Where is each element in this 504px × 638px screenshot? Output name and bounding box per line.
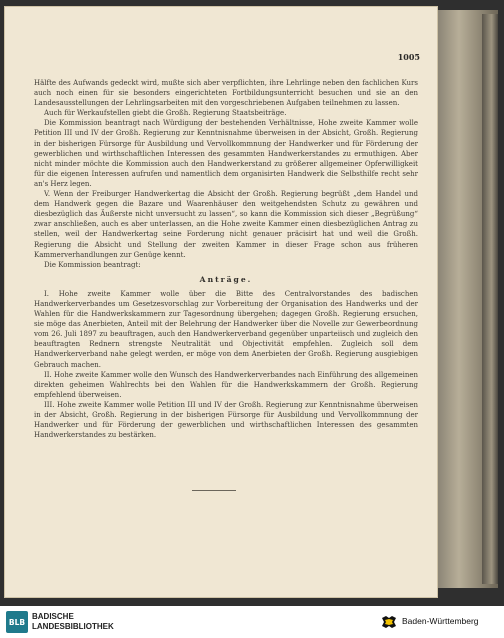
page-number: 1005 <box>397 52 420 62</box>
library-name-line2: LANDESBIBLIOTHEK <box>32 622 114 631</box>
section-heading: Anträge. <box>199 274 253 284</box>
page-body <box>34 78 418 440</box>
end-rule <box>192 490 236 491</box>
motion: I. Hohe zweite Kammer wolle über die Bitte des Centralvorstandes des badischen Handwerkerverbandes um Gesetzesvorschlag zur Vorbereitung der Organisation des Handwerks und der Wahlen für die Handwerkskammern zur Tagesordnung übergehen; dagegen Großh. Regierung ersuchen, sie möge das Anerbieten, Anteil mit der Belehrung der Handwerker über die Novelle zur Gewerbeordnung vom 26. Juli 1897 zu beauftragen, auch den Handwerkerverband gegenüber unparteiisch und zugleich den beauftragten Rednern strengste Neutralität und Objectivität empfehlen. Zugleich soll dem Handwerkerverband nahe gelegt werden, er möge von dem Anerbieten der Großh. Regierung ausgiebigen Gebrauch machen. <box>34 289 418 369</box>
partner-name[interactable]: Baden-Württemberg <box>402 616 479 626</box>
motion: III. Hohe zweite Kammer wolle Petition III und IV der Großh. Regierung zur Kenntnisnahme überweisen in der Absicht, Großh. Regierung in der bisherigen Fürsorge für Ausbildung und Vervollkommnung der Handwerker und für Förderung der gewerblichen und wirthschaftlichen Interessen des gesammten Handwerkerstandes zu bestärken. <box>34 400 418 440</box>
paragraph: Die Kommission beantragt: <box>44 260 141 269</box>
blb-logo-icon[interactable]: BLB <box>6 611 28 633</box>
paragraph: Die Kommission beantragt nach Würdigung der bestehenden Verhältnisse, Hohe zweite Kammer wolle Petition III und IV der Großh. Regierung zur Kenntnisnahme überweisen in der Absicht, Großh. Regierung in der bisherigen Fürsorge für Ausbildung und Vervollkommnung der Handwerker und für Förderung der gewerblichen und wirthschaftlichen Interessen des gesammten Handwerkerstandes zu ermuthigen. Aber nicht minder möchte die Kommission auch den Handwerkerstand zu größerer allgemeiner Opferwilligkeit für die eigenen Interessen aufrufen und namentlich dem organisirten Handwerk die Selbsthilfe recht sehr an's Herz legen. <box>34 119 418 188</box>
paragraph: V. Wenn der Freiburger Handwerkertag die Absicht der Großh. Regierung begrüßt „dem Handel und dem Handwerk gegen die Bazare und Waarenhäuser den weitgehendsten Schutz zu gewähren und diesbezüglich das Äußerste nicht unversucht zu lassen“, so kann die Kommission sich dieser „Begrüßung“ zwar anschließen, auch es aber unterlassen, an die Hohe zweite Kammer einen diesbezüglichen Antrag zu stellen, weil der Handwerkertag seine Forderung nicht genauer präcisirt hat und weil die Großh. Regierung die Absicht und Stellung der zweiten Kammer in dieser Frage schon aus früheren Kammerverhandlungen zur Genüge kennt. <box>34 190 418 259</box>
book-edge-shadow <box>482 14 498 584</box>
paragraph: Hälfte des Aufwands gedeckt wird, mußte sich aber verpflichten, ihre Lehrlinge neben den fachlichen Kurs auch noch einen für sie besonders eingerichteten Fortbildungsunterricht besuchen und sie an den Landesausstellungen der Lehrlingsarbeiten mit den vorgeschriebenen Aufgaben teilnehmen zu lassen. <box>34 79 418 108</box>
library-name-line1: BADISCHE <box>32 612 74 621</box>
baden-wuerttemberg-coat-of-arms-icon[interactable] <box>380 613 398 631</box>
library-name[interactable] <box>32 612 114 632</box>
motion: II. Hohe zweite Kammer wolle den Wunsch des Handwerkerverbandes nach Einführung des allgemeinen direkten geheimen Wahlrechts bei den Wahlen für die Handwerkskammern der Großh. Regierung empfehlend überweisen. <box>34 370 418 399</box>
document-page <box>4 6 438 598</box>
paragraph: Auch für Werkaufstellen giebt die Großh. Regierung Staatsbeiträge. <box>44 109 287 118</box>
